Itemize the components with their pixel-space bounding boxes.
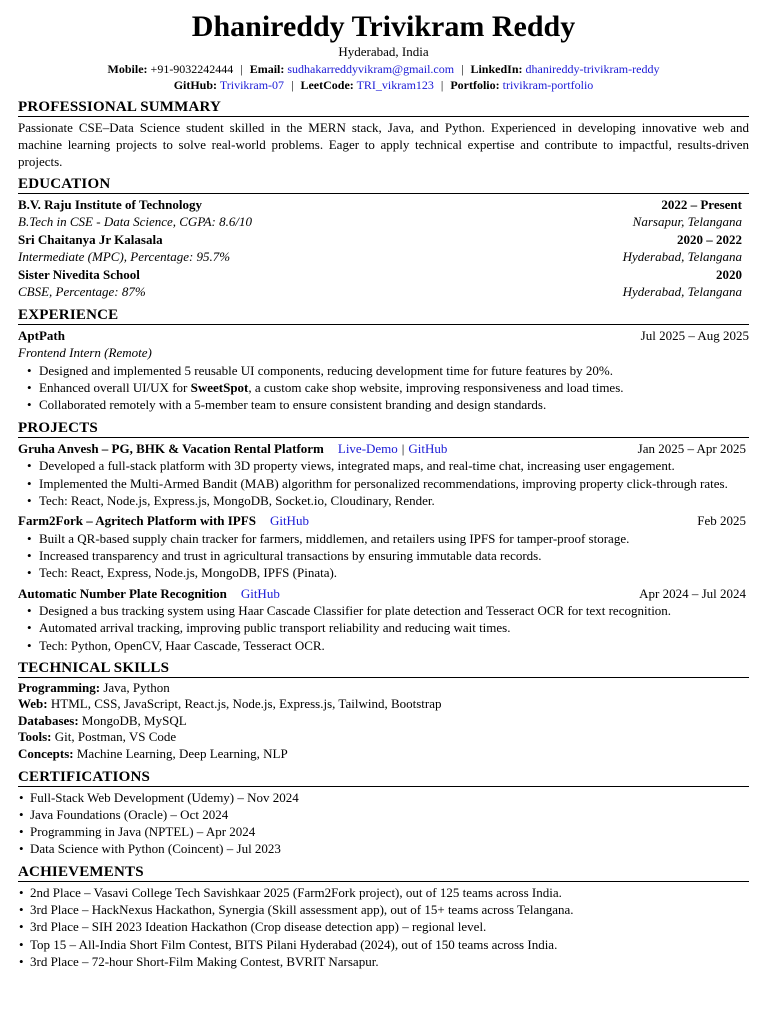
list-item: • 3rd Place – 72-hour Short-Film Making Contest, BVRIT Narsapur. (18, 953, 749, 970)
experience-dates: Jul 2025 – Aug 2025 (640, 327, 749, 343)
github-link[interactable]: GitHub (269, 513, 309, 529)
bullet-text: , a custom cake shop website, improving responsiveness and load times. (248, 380, 624, 396)
project-name: Automatic Number Plate Recognition (18, 585, 227, 601)
degree-detail: CBSE, Percentage: 87% (18, 284, 146, 300)
project-bullets (18, 602, 749, 654)
section-title: TECHNICAL SKILLS (18, 660, 749, 678)
linkedin-label: LinkedIn: (470, 61, 523, 76)
skill-row (18, 696, 749, 713)
separator: | (461, 61, 464, 76)
list-item: • Java Foundations (Oracle) – Oct 2024 (18, 806, 749, 823)
list-item: • Built a QR-based supply chain tracker for farmers, middlemen, and retailers using IPFS for tamper-proof storage. (18, 530, 749, 547)
section-title: ACHIEVEMENTS (18, 864, 749, 882)
skill-label: Databases: (18, 712, 79, 728)
separator: | (440, 77, 444, 92)
skill-label: Tools: (18, 729, 52, 745)
experience-section (18, 307, 749, 414)
linkedin-link[interactable]: dhanireddy-trivikram-reddy (525, 61, 660, 76)
section-title: EDUCATION (18, 176, 749, 194)
education-dates: 2022 – Present (661, 196, 742, 212)
github-link[interactable]: GitHub (240, 585, 280, 601)
section-title: PROFESSIONAL SUMMARY (18, 99, 749, 117)
experience-bullets (18, 362, 749, 414)
list-item: • Full-Stack Web Development (Udemy) – Nov 2024 (18, 789, 749, 806)
education-entry (18, 231, 749, 266)
job-role: Frontend Intern (Remote) (18, 345, 152, 361)
email-link[interactable]: sudhakarreddyvikram@gmail.com (287, 61, 455, 76)
skill-value: MongoDB, MySQL (81, 712, 187, 728)
section-title: CERTIFICATIONS (18, 769, 749, 787)
project-name: Gruha Anvesh – PG, BHK & Vacation Rental Platform (18, 440, 324, 456)
github-link[interactable]: GitHub (408, 440, 448, 456)
location: Hyderabad, India (338, 44, 429, 59)
portfolio-label: Portfolio: (450, 77, 500, 92)
school-place: Hyderabad, Telangana (622, 249, 742, 265)
skill-value: Machine Learning, Deep Learning, NLP (76, 745, 288, 761)
project-dates: Jan 2025 – Apr 2025 (637, 440, 746, 456)
live-demo-link[interactable]: Live-Demo (337, 440, 398, 456)
summary-section (18, 99, 749, 170)
degree-detail: Intermediate (MPC), Percentage: 95.7% (18, 249, 231, 265)
separator: | (401, 440, 405, 456)
project-dates: Feb 2025 (697, 513, 746, 529)
projects-section (18, 420, 749, 654)
skill-value: Git, Postman, VS Code (54, 729, 177, 745)
list-item: • Designed and implemented 5 reusable UI components, reducing development time for future features by 20%. (18, 362, 749, 379)
bullet-bold-text: SweetSpot (190, 380, 249, 396)
education-section (18, 176, 749, 301)
list-item: • Collaborated remotely with a 5-member team to ensure consistent branding and design standards. (18, 396, 749, 413)
list-item: • Top 15 – All-India Short Film Contest, BITS Pilani Hyderabad (2024), out of 150 teams across India. (18, 936, 749, 953)
candidate-name: Dhanireddy Trivikram Reddy (191, 10, 576, 43)
skill-row (18, 729, 749, 746)
skill-value: Java, Python (103, 679, 170, 695)
school-name: Sister Nivedita School (18, 266, 140, 282)
leetcode-link[interactable]: TRI_vikram123 (356, 77, 434, 92)
list-item: • Implemented the Multi-Armed Bandit (MAB) algorithm for personalized recommendations, improving property click-through rates. (18, 475, 749, 492)
list-item (18, 379, 749, 396)
skill-row (18, 746, 749, 763)
skill-label: Web: (18, 696, 48, 712)
list-item: • 3rd Place – SIH 2023 Ideation Hackathon (Crop disease detection app) – regional level. (18, 918, 749, 935)
github-link[interactable]: Trivikram-07 (219, 77, 285, 92)
degree-detail: B.Tech in CSE - Data Science, CGPA: 8.6/10 (18, 214, 252, 230)
list-item: • Developed a full-stack platform with 3D property views, integrated maps, and real-time chat, increasing user engagement. (18, 457, 749, 474)
resume-page (18, 10, 749, 970)
mobile-label: Mobile: (107, 61, 148, 76)
education-dates: 2020 (716, 266, 742, 282)
list-item: • 2nd Place – Vasavi College Tech Savishkaar 2025 (Farm2Fork project), out of 125 teams across India. (18, 884, 749, 901)
skill-value: HTML, CSS, JavaScript, React.js, Node.js, Express.js, Tailwind, Bootstrap (50, 696, 442, 712)
mobile-number: +91-9032242444 (150, 61, 234, 76)
school-name: B.V. Raju Institute of Technology (18, 196, 202, 212)
project-bullets (18, 457, 749, 509)
section-title: EXPERIENCE (18, 307, 749, 325)
bullet-text: Enhanced overall UI/UX for (39, 380, 191, 396)
education-entry (18, 266, 749, 301)
project-dates: Apr 2024 – Jul 2024 (639, 585, 746, 601)
company-name: AptPath (18, 327, 65, 343)
education-dates: 2020 – 2022 (677, 231, 742, 247)
email-label: Email: (249, 61, 285, 76)
list-item: • Tech: React, Express, Node.js, MongoDB, IPFS (Pinata). (18, 564, 749, 581)
school-place: Narsapur, Telangana (632, 214, 742, 230)
list-item: • Data Science with Python (Coincent) – Jul 2023 (18, 840, 749, 857)
list-item: • Tech: React, Node.js, Express.js, MongoDB, Socket.io, Cloudinary, Render. (18, 492, 749, 509)
leetcode-label: LeetCode: (300, 77, 354, 92)
summary-text: Passionate CSE–Data Science student skilled in the MERN stack, Java, and Python. Experienced in developing innovative web and machine learning projects to solve real-world problems. Eager to apply technical expertise and contribute to impactful, results-driven projects. (18, 119, 749, 169)
skill-label: Concepts: (18, 745, 74, 761)
skill-row (18, 680, 749, 697)
list-item: • 3rd Place – HackNexus Hackathon, Synergia (Skill assessment app), out of 15+ teams across Telangana. (18, 901, 749, 918)
skill-label: Programming: (18, 679, 101, 695)
contact-line-2 (18, 77, 749, 93)
education-entry (18, 196, 749, 231)
list-item: • Designed a bus tracking system using Haar Cascade Classifier for plate detection and Tesseract OCR for text recognition. (18, 602, 749, 619)
skills-section (18, 660, 749, 763)
achievements-section (18, 864, 749, 970)
achievement-list (18, 884, 749, 970)
skill-row (18, 713, 749, 730)
list-item: • Increased transparency and trust in agricultural transactions by ensuring immutable data records. (18, 547, 749, 564)
certification-list (18, 789, 749, 858)
school-place: Hyderabad, Telangana (622, 284, 742, 300)
portfolio-link[interactable]: trivikram-portfolio (502, 77, 594, 92)
list-item: • Tech: Python, OpenCV, Haar Cascade, Tesseract OCR. (18, 637, 749, 654)
separator: | (240, 61, 243, 76)
section-title: PROJECTS (18, 420, 749, 438)
project-name: Farm2Fork – Agritech Platform with IPFS (18, 513, 256, 529)
contact-line-1 (18, 61, 749, 77)
school-name: Sri Chaitanya Jr Kalasala (18, 231, 163, 247)
list-item: • Automated arrival tracking, improving public transport reliability and reducing wait times. (18, 619, 749, 636)
github-label: GitHub: (173, 77, 218, 92)
list-item: • Programming in Java (NPTEL) – Apr 2024 (18, 823, 749, 840)
certifications-section (18, 769, 749, 858)
project-bullets (18, 530, 749, 582)
separator: | (291, 77, 294, 92)
